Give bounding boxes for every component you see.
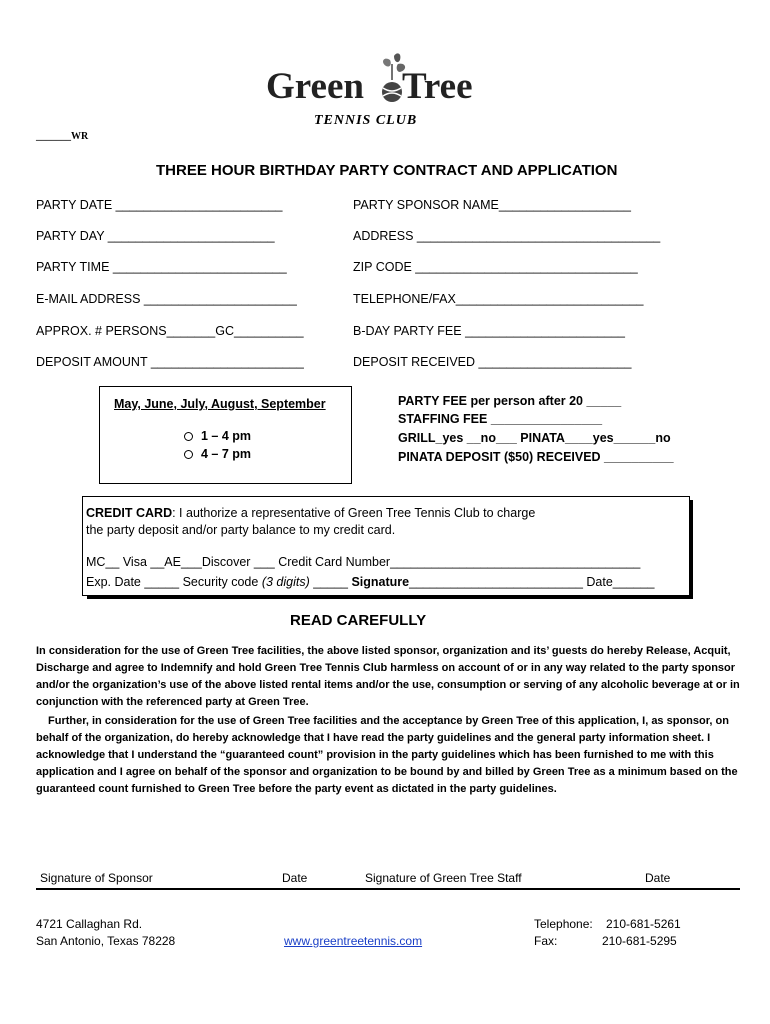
time-option-2[interactable] <box>184 447 251 461</box>
field-approx-persons[interactable]: APPROX. # PERSONS_______GC__________ <box>36 324 304 338</box>
time-slot-box <box>99 386 352 484</box>
months-heading: May, June, July, August, September <box>114 397 326 411</box>
footer-address-line2: San Antonio, Texas 78228 <box>36 934 176 948</box>
signature-label: Signature <box>351 575 410 589</box>
credit-card-number-field[interactable]: MC__ Visa __AE___Discover ___ Credit Card Number____________________________________ <box>86 555 641 569</box>
credit-card-label: CREDIT CARD <box>86 506 173 520</box>
release-paragraph: In consideration for the use of Green Tree facilities, the above listed sponsor, organization and its’ guests do hereby Release, Acquit, Discharge and agree to Indemnify and hold Green Tree Tennis Club harmless on account of or in any way related to the party sponsor and/or the organization’s use of the above listed rental items and/or the use, consumption or serving of any alcoholic beverage at or in conjunction with the referenced party at Green Tree. <box>36 645 740 708</box>
footer-address-line1: 4721 Callaghan Rd. <box>36 917 143 931</box>
time-option-1[interactable] <box>184 429 251 443</box>
field-party-date[interactable]: PARTY DATE ________________________ <box>36 198 283 212</box>
security-blank: _____ <box>309 575 352 589</box>
fee-grill-pinata[interactable]: GRILL_yes __no___ PINATA____yes______no <box>398 431 671 445</box>
fee-party-per-person[interactable]: PARTY FEE per person after 20 _____ <box>398 394 622 408</box>
field-party-time[interactable]: PARTY TIME _________________________ <box>36 260 287 274</box>
security-hint: (3 digits) <box>261 575 310 589</box>
field-address[interactable]: ADDRESS ___________________________________ <box>353 229 661 243</box>
signature-date-blank: _________________________ Date______ <box>409 575 655 589</box>
field-sponsor-name[interactable]: PARTY SPONSOR NAME___________________ <box>353 198 631 212</box>
credit-card-line1 <box>86 506 535 520</box>
footer-telephone-label: Telephone: <box>534 917 593 931</box>
credit-card-exp-line[interactable] <box>86 575 655 589</box>
field-party-day[interactable]: PARTY DAY ________________________ <box>36 229 275 243</box>
credit-card-line2: the party deposit and/or party balance to my credit card. <box>86 523 396 537</box>
signature-rule <box>36 888 740 890</box>
website-link[interactable]: www.greentreetennis.com <box>284 934 423 948</box>
field-telephone-fax[interactable]: TELEPHONE/FAX___________________________ <box>353 292 644 306</box>
time-option-2-label: 4 – 7 pm <box>201 447 252 461</box>
field-email[interactable]: E-MAIL ADDRESS ______________________ <box>36 292 297 306</box>
signature-sponsor-label[interactable]: Signature of Sponsor <box>40 871 153 885</box>
signature-date1-label[interactable]: Date <box>282 871 308 885</box>
acknowledgement-paragraph: Further, in consideration for the use of Green Tree facilities and the acceptance by Green Tree of this application, I, as sponsor, on behalf of the organization, do hereby acknowledge that I have read the party guidelines and the general party information sheet. I acknowledge that I understand the “guaranteed count” provision in the party guidelines which has been furnished to me with this application and I agree on behalf of the sponsor and organization to be bound by and billed by Green Tree as a minimum based on the guaranteed count furnished to Green Tree before the party event as dictated in the party guidelines. <box>36 715 738 795</box>
field-deposit-amount[interactable]: DEPOSIT AMOUNT ______________________ <box>36 355 304 369</box>
radio-icon[interactable] <box>184 432 193 441</box>
time-option-1-label: 1 – 4 pm <box>201 429 252 443</box>
field-deposit-received[interactable]: DEPOSIT RECEIVED ______________________ <box>353 355 632 369</box>
credit-card-box <box>82 496 690 596</box>
signature-date2-label[interactable]: Date <box>645 871 671 885</box>
logo <box>262 50 492 135</box>
credit-card-auth-text: : I authorize a representative of Green Tree Tennis Club to charge <box>172 506 536 520</box>
footer-fax-label: Fax: <box>534 934 558 948</box>
footer-telephone: 210-681-5261 <box>606 917 681 931</box>
radio-icon[interactable] <box>184 450 193 459</box>
logo-subtitle: TENNIS CLUB <box>314 113 418 128</box>
fee-pinata-deposit[interactable]: PINATA DEPOSIT ($50) RECEIVED __________ <box>398 450 674 464</box>
page-title: THREE HOUR BIRTHDAY PARTY CONTRACT AND APPLICATION <box>156 162 618 179</box>
read-carefully-heading: READ CAREFULLY <box>290 612 427 629</box>
exp-security-text: Exp. Date _____ Security code <box>86 575 262 589</box>
field-bday-fee[interactable]: B-DAY PARTY FEE _______________________ <box>353 324 625 338</box>
field-zip[interactable]: ZIP CODE ________________________________ <box>353 260 638 274</box>
signature-staff-label[interactable]: Signature of Green Tree Staff <box>365 871 522 885</box>
footer-fax: 210-681-5295 <box>602 934 677 948</box>
fee-staffing[interactable]: STAFFING FEE ________________ <box>398 412 603 426</box>
logo-word-green: Green <box>266 66 364 107</box>
logo-word-tree: Tree <box>402 66 473 107</box>
wr-label: _______WR <box>36 131 89 142</box>
